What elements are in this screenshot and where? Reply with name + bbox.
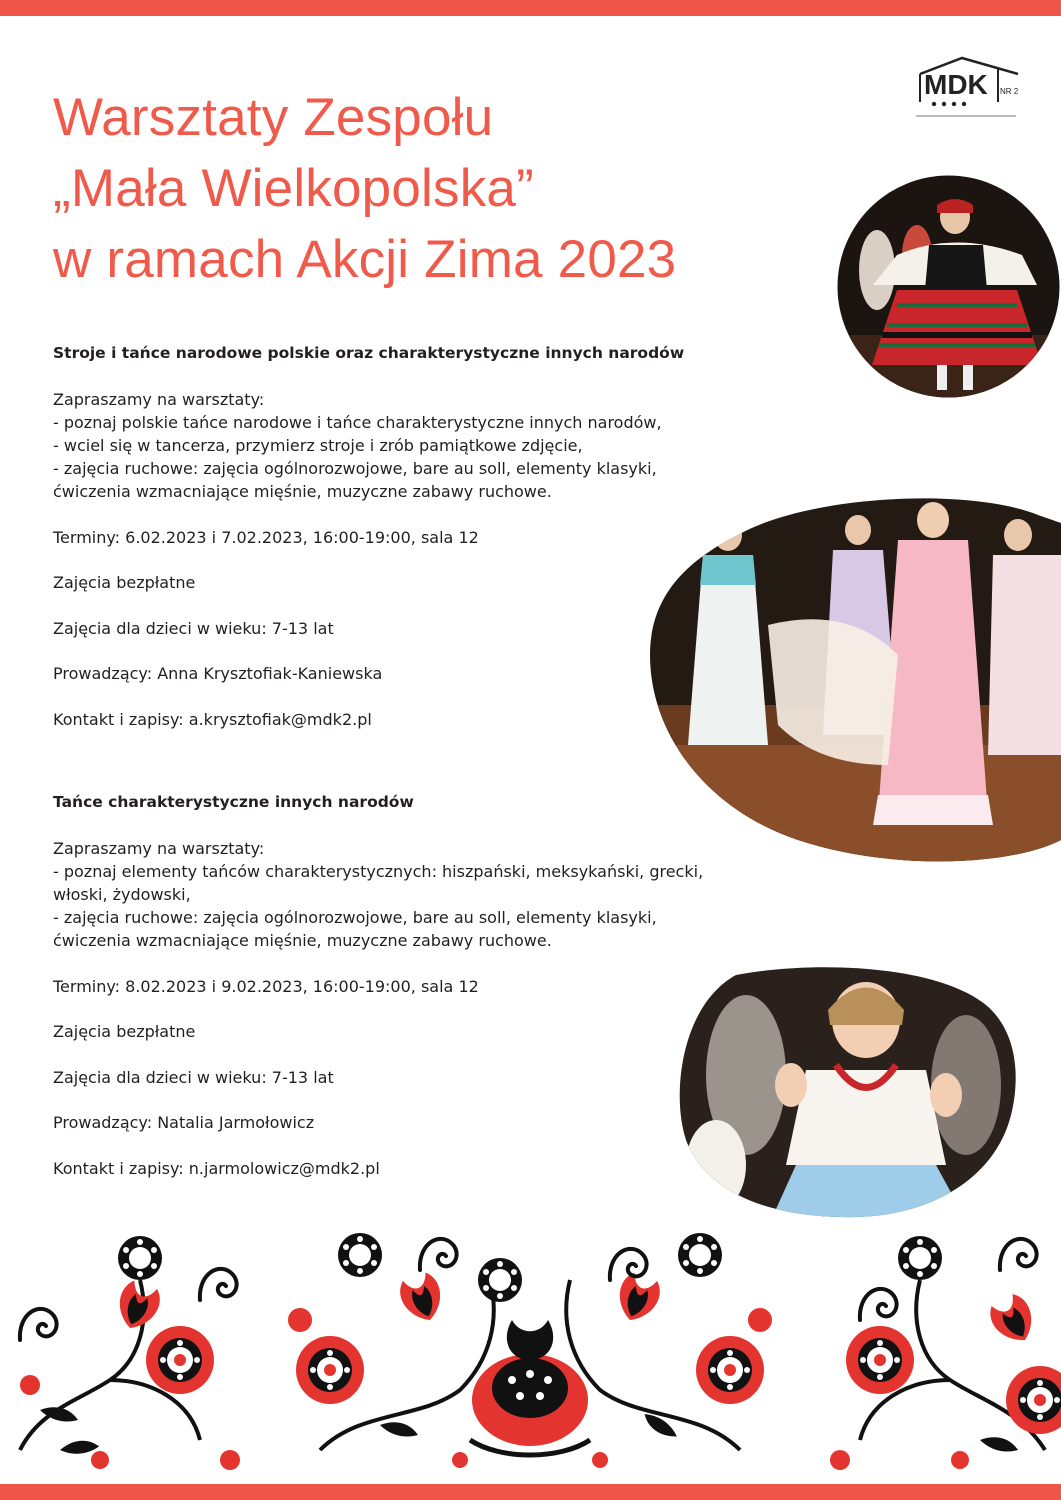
workshop-2-heading: Tańce charakterystyczne innych narodów bbox=[53, 793, 414, 811]
workshop-2-fee: Zajęcia bezpłatne bbox=[53, 1022, 196, 1041]
workshop-1-intro: Zapraszamy na warsztaty: bbox=[53, 390, 265, 409]
workshop-2 bbox=[53, 791, 753, 1180]
workshop-1-fee: Zajęcia bezpłatne bbox=[53, 573, 196, 592]
workshop-2-contact: Kontakt i zapisy: n.jarmolowicz@mdk2.pl bbox=[53, 1158, 380, 1178]
workshop-1-bullet: ćwiczenia wzmacniające mięśnie, muzyczne zabawy ruchowe. bbox=[53, 482, 552, 501]
workshop-1 bbox=[53, 342, 753, 731]
folk-floral-ornament bbox=[0, 1210, 1061, 1482]
workshop-2-bullet: włoski, żydowski, bbox=[53, 885, 191, 904]
workshop-1-age: Zajęcia dla dzieci w wieku: 7-13 lat bbox=[53, 618, 334, 638]
title-line-1: Warsztaty Zespołu bbox=[53, 88, 494, 147]
workshop-1-bullet: - zajęcia ruchowe: zajęcia ogólnorozwojowe, bare au soll, elementy klasyki, bbox=[53, 459, 657, 478]
logo-subtext: NR 2 bbox=[1000, 87, 1019, 96]
workshop-1-heading: Stroje i tańce narodowe polskie oraz charakterystyczne innych narodów bbox=[53, 344, 685, 362]
top-accent-bar bbox=[0, 0, 1061, 16]
photo-folk-dancer-circle bbox=[837, 175, 1060, 398]
workshop-1-bullet: - wciel się w tancerza, przymierz stroje i zrób pamiątkowe zdjęcie, bbox=[53, 436, 583, 455]
workshop-2-intro: Zapraszamy na warsztaty: bbox=[53, 839, 265, 858]
workshop-2-dates: Terminy: 8.02.2023 i 9.02.2023, 16:00-19:00, sala 12 bbox=[53, 976, 479, 996]
ornament-center bbox=[288, 1233, 772, 1468]
title-line-3: w ramach Akcji Zima 2023 bbox=[53, 230, 677, 289]
mdk-logo bbox=[910, 52, 1022, 124]
workshop-2-bullets bbox=[53, 860, 753, 952]
title-line-2: „Mała Wielkopolska” bbox=[53, 159, 534, 218]
workshop-2-instructor: Prowadzący: Natalia Jarmołowicz bbox=[53, 1113, 315, 1132]
workshop-1-instructor: Prowadzący: Anna Krysztofiak-Kaniewska bbox=[53, 664, 383, 683]
workshop-2-age: Zajęcia dla dzieci w wieku: 7-13 lat bbox=[53, 1067, 334, 1087]
workshop-2-bullet: - zajęcia ruchowe: zajęcia ogólnorozwojowe, bare au soll, elementy klasyki, bbox=[53, 908, 657, 927]
workshop-2-bullet: - poznaj elementy tańców charakterystycznych: hiszpański, meksykański, grecki, bbox=[53, 862, 704, 881]
page-title bbox=[53, 82, 676, 295]
bottom-accent-bar bbox=[0, 1484, 1061, 1500]
workshop-1-contact: Kontakt i zapisy: a.krysztofiak@mdk2.pl bbox=[53, 709, 372, 729]
ornament-left bbox=[20, 1236, 240, 1470]
workshop-1-bullet: - poznaj polskie tańce narodowe i tańce charakterystyczne innych narodów, bbox=[53, 413, 662, 432]
logo-text: MDK bbox=[924, 69, 988, 100]
workshop-2-bullet: ćwiczenia wzmacniające mięśnie, muzyczne zabawy ruchowe. bbox=[53, 931, 552, 950]
workshop-1-dates: Terminy: 6.02.2023 i 7.02.2023, 16:00-19:00, sala 12 bbox=[53, 527, 479, 547]
ornament-right bbox=[830, 1236, 1061, 1470]
workshop-1-bullets bbox=[53, 411, 753, 503]
